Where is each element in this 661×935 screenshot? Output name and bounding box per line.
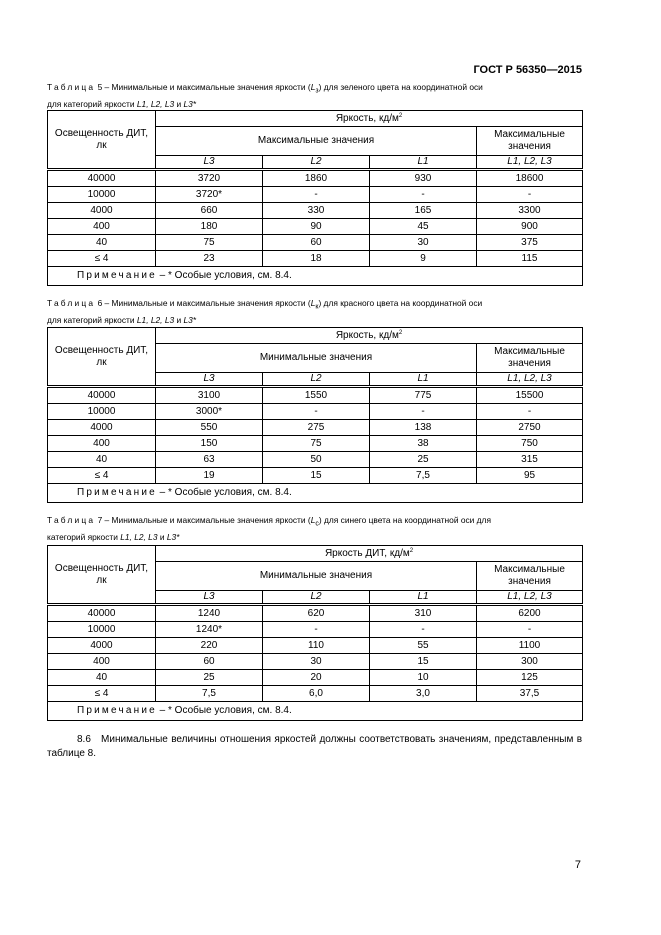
caption-symbol: L bbox=[310, 298, 316, 308]
table-row bbox=[48, 436, 583, 452]
table-5 bbox=[47, 110, 583, 286]
caption-and: и bbox=[174, 99, 184, 110]
table-cell: 2750 bbox=[477, 420, 583, 436]
caption-text-tail: ) для красного цвета на координатной оси bbox=[318, 298, 483, 308]
caption-last: L3* bbox=[183, 315, 197, 326]
caption-symbol: L bbox=[310, 82, 316, 92]
category-header: L3 bbox=[156, 156, 263, 170]
table-cell: 40 bbox=[48, 452, 156, 468]
table-cell: 6200 bbox=[477, 605, 583, 622]
caption-and: и bbox=[157, 532, 167, 543]
table-cell: 775 bbox=[370, 387, 477, 404]
column-header-illuminance: Освещенность ДИТ, лк bbox=[48, 111, 156, 170]
subgroup-header-right: Максимальные значения bbox=[477, 127, 583, 156]
table-cell: - bbox=[370, 622, 477, 638]
caption-word: Таблица bbox=[47, 515, 96, 525]
table-cell: ≤ 4 bbox=[48, 468, 156, 484]
table-cell: 1860 bbox=[263, 170, 370, 187]
table-cell: 50 bbox=[263, 452, 370, 468]
table-cell: 40000 bbox=[48, 170, 156, 187]
table-cell: 7,5 bbox=[156, 686, 263, 702]
table-cell: 930 bbox=[370, 170, 477, 187]
table-cell: 60 bbox=[156, 654, 263, 670]
caption-last: L3* bbox=[183, 99, 197, 110]
caption-and: и bbox=[174, 315, 184, 326]
group-header-luminance: Яркость, $кд/м^2$ bbox=[156, 111, 583, 127]
table-row bbox=[48, 203, 583, 219]
table-cell: 10 bbox=[370, 670, 477, 686]
caption-categories: L1, L2, L3 bbox=[136, 315, 175, 326]
table-cell: 1240* bbox=[156, 622, 263, 638]
table-cell: 1240 bbox=[156, 605, 263, 622]
table-cell: 40 bbox=[48, 670, 156, 686]
table-cell: 75 bbox=[263, 436, 370, 452]
table-cell: 55 bbox=[370, 638, 477, 654]
subgroup-header-right: Максимальные значения bbox=[477, 562, 583, 591]
category-header: L1 bbox=[370, 156, 477, 170]
table-cell: ≤ 4 bbox=[48, 686, 156, 702]
table-row bbox=[48, 219, 583, 235]
caption-line2: для категорий яркости bbox=[47, 99, 137, 110]
table-cell: 220 bbox=[156, 638, 263, 654]
table-cell: 400 bbox=[48, 219, 156, 235]
table-cell: - bbox=[263, 622, 370, 638]
caption-word: Таблица bbox=[47, 82, 96, 92]
table-row bbox=[48, 170, 583, 187]
table-cell: 63 bbox=[156, 452, 263, 468]
category-header: L1, L2, L3 bbox=[477, 373, 583, 387]
category-header: L1, L2, L3 bbox=[477, 156, 583, 170]
table-row bbox=[48, 638, 583, 654]
table-cell: 3,0 bbox=[370, 686, 477, 702]
table-cell: 330 bbox=[263, 203, 370, 219]
caption-subscript: с bbox=[315, 520, 319, 528]
table-row bbox=[48, 420, 583, 436]
table-cell: 10000 bbox=[48, 187, 156, 203]
table-row bbox=[48, 235, 583, 251]
document-header: ГОСТ Р 56350—2015 bbox=[473, 64, 582, 76]
table-cell: 10000 bbox=[48, 404, 156, 420]
table-cell: 10000 bbox=[48, 622, 156, 638]
table-cell: 95 bbox=[477, 468, 583, 484]
table-5-caption bbox=[47, 81, 582, 111]
table-cell: 115 bbox=[477, 251, 583, 267]
subgroup-header-left: Максимальные значения bbox=[156, 127, 477, 156]
category-header: L1, L2, L3 bbox=[477, 591, 583, 605]
table-cell: 60 bbox=[263, 235, 370, 251]
table-cell: 15500 bbox=[477, 387, 583, 404]
table-cell: 20 bbox=[263, 670, 370, 686]
caption-line2: категорий яркости bbox=[47, 532, 121, 543]
table-cell: - bbox=[263, 187, 370, 203]
group-header-luminance: Яркость ДИТ, $кд/м^2$ bbox=[156, 546, 583, 562]
table-row bbox=[48, 468, 583, 484]
table-cell: 375 bbox=[477, 235, 583, 251]
paragraph-number: 8.6 bbox=[77, 734, 91, 745]
table-cell: 15 bbox=[263, 468, 370, 484]
category-header: L1 bbox=[370, 591, 477, 605]
table-row bbox=[48, 654, 583, 670]
subgroup-header-right: Максимальные значения bbox=[477, 344, 583, 373]
table-cell: 1550 bbox=[263, 387, 370, 404]
caption-word: Таблица bbox=[47, 298, 96, 308]
table-cell: 900 bbox=[477, 219, 583, 235]
table-cell: 30 bbox=[263, 654, 370, 670]
table-cell: 400 bbox=[48, 436, 156, 452]
table-cell: 138 bbox=[370, 420, 477, 436]
category-header: L3 bbox=[156, 591, 263, 605]
table-cell: 7,5 bbox=[370, 468, 477, 484]
caption-categories: L1, L2, L3 bbox=[120, 532, 158, 543]
table-cell: 400 bbox=[48, 654, 156, 670]
column-header-illuminance: Освещенность ДИТ, лк bbox=[48, 546, 156, 605]
table-cell: 3720* bbox=[156, 187, 263, 203]
paragraph-text: Минимальные величины отношения яркостей должны соответствовать значениям, представленным в таблице 8. bbox=[47, 734, 583, 759]
table-cell: ≤ 4 bbox=[48, 251, 156, 267]
category-header: L2 bbox=[263, 156, 370, 170]
caption-text: 6 – Минимальные и максимальные значения яркости ( bbox=[95, 298, 311, 308]
table-cell: 180 bbox=[156, 219, 263, 235]
table-cell: 37,5 bbox=[477, 686, 583, 702]
table-row bbox=[48, 686, 583, 702]
table-cell: 1100 bbox=[477, 638, 583, 654]
table-cell: 310 bbox=[370, 605, 477, 622]
table-cell: 25 bbox=[156, 670, 263, 686]
table-cell: 315 bbox=[477, 452, 583, 468]
table-cell: 40000 bbox=[48, 605, 156, 622]
category-header: L2 bbox=[263, 591, 370, 605]
caption-last: L3* bbox=[166, 532, 180, 543]
table-cell: 750 bbox=[477, 436, 583, 452]
table-note: Примечание – * Особые условия, см. 8.4. bbox=[48, 484, 583, 503]
table-cell: 110 bbox=[263, 638, 370, 654]
paragraph-8-6 bbox=[47, 733, 582, 761]
table-cell: 660 bbox=[156, 203, 263, 219]
table-cell: - bbox=[370, 187, 477, 203]
table-cell: 19 bbox=[156, 468, 263, 484]
table-cell: 4000 bbox=[48, 203, 156, 219]
table-cell: 6,0 bbox=[263, 686, 370, 702]
table-6-caption bbox=[47, 297, 582, 327]
table-row bbox=[48, 387, 583, 404]
category-header: L3 bbox=[156, 373, 263, 387]
table-cell: - bbox=[477, 622, 583, 638]
table-cell: - bbox=[370, 404, 477, 420]
table-cell: 3720 bbox=[156, 170, 263, 187]
caption-symbol: L bbox=[310, 515, 316, 525]
table-cell: - bbox=[477, 187, 583, 203]
caption-categories: L1, L2, L3 bbox=[136, 99, 175, 110]
table-cell: 75 bbox=[156, 235, 263, 251]
table-cell: 125 bbox=[477, 670, 583, 686]
table-cell: 300 bbox=[477, 654, 583, 670]
caption-text: 7 – Минимальные и максимальные значения яркости ( bbox=[95, 515, 311, 525]
caption-line2: для категорий яркости bbox=[47, 315, 137, 326]
table-cell: 275 bbox=[263, 420, 370, 436]
table-row bbox=[48, 670, 583, 686]
table-cell: 165 bbox=[370, 203, 477, 219]
table-cell: - bbox=[477, 404, 583, 420]
table-cell: 38 bbox=[370, 436, 477, 452]
table-7-caption bbox=[47, 514, 582, 544]
table-7 bbox=[47, 545, 583, 721]
table-cell: 40000 bbox=[48, 387, 156, 404]
table-cell: 45 bbox=[370, 219, 477, 235]
table-note: Примечание – * Особые условия, см. 8.4. bbox=[48, 267, 583, 286]
table-cell: 18600 bbox=[477, 170, 583, 187]
caption-text-tail: ) для синего цвета на координатной оси для bbox=[318, 515, 491, 525]
group-header-luminance: Яркость, $кд/м^2$ bbox=[156, 328, 583, 344]
column-header-illuminance: Освещенность ДИТ, лк bbox=[48, 328, 156, 387]
table-cell: - bbox=[263, 404, 370, 420]
table-cell: 3100 bbox=[156, 387, 263, 404]
table-cell: 25 bbox=[370, 452, 477, 468]
table-cell: 4000 bbox=[48, 638, 156, 654]
table-cell: 23 bbox=[156, 251, 263, 267]
table-cell: 620 bbox=[263, 605, 370, 622]
table-cell: 150 bbox=[156, 436, 263, 452]
table-row bbox=[48, 622, 583, 638]
table-cell: 90 bbox=[263, 219, 370, 235]
table-row bbox=[48, 187, 583, 203]
category-header: L2 bbox=[263, 373, 370, 387]
table-note: Примечание – * Особые условия, см. 8.4. bbox=[48, 702, 583, 721]
table-cell: 4000 bbox=[48, 420, 156, 436]
caption-text: 5 – Минимальные и максимальные значения яркости ( bbox=[95, 82, 311, 92]
table-row bbox=[48, 452, 583, 468]
caption-subscript: з bbox=[315, 87, 319, 95]
table-cell: 18 bbox=[263, 251, 370, 267]
table-cell: 3300 bbox=[477, 203, 583, 219]
table-row bbox=[48, 605, 583, 622]
table-cell: 40 bbox=[48, 235, 156, 251]
table-cell: 3000* bbox=[156, 404, 263, 420]
table-cell: 550 bbox=[156, 420, 263, 436]
table-cell: 9 bbox=[370, 251, 477, 267]
category-header: L1 bbox=[370, 373, 477, 387]
table-row bbox=[48, 404, 583, 420]
table-6 bbox=[47, 327, 583, 503]
caption-text-tail: ) для зеленого цвета на координатной оси bbox=[318, 82, 483, 92]
caption-subscript: к bbox=[315, 303, 319, 311]
table-cell: 30 bbox=[370, 235, 477, 251]
subgroup-header-left: Минимальные значения bbox=[156, 562, 477, 591]
subgroup-header-left: Минимальные значения bbox=[156, 344, 477, 373]
page-number: 7 bbox=[574, 859, 581, 871]
table-row bbox=[48, 251, 583, 267]
table-cell: 15 bbox=[370, 654, 477, 670]
